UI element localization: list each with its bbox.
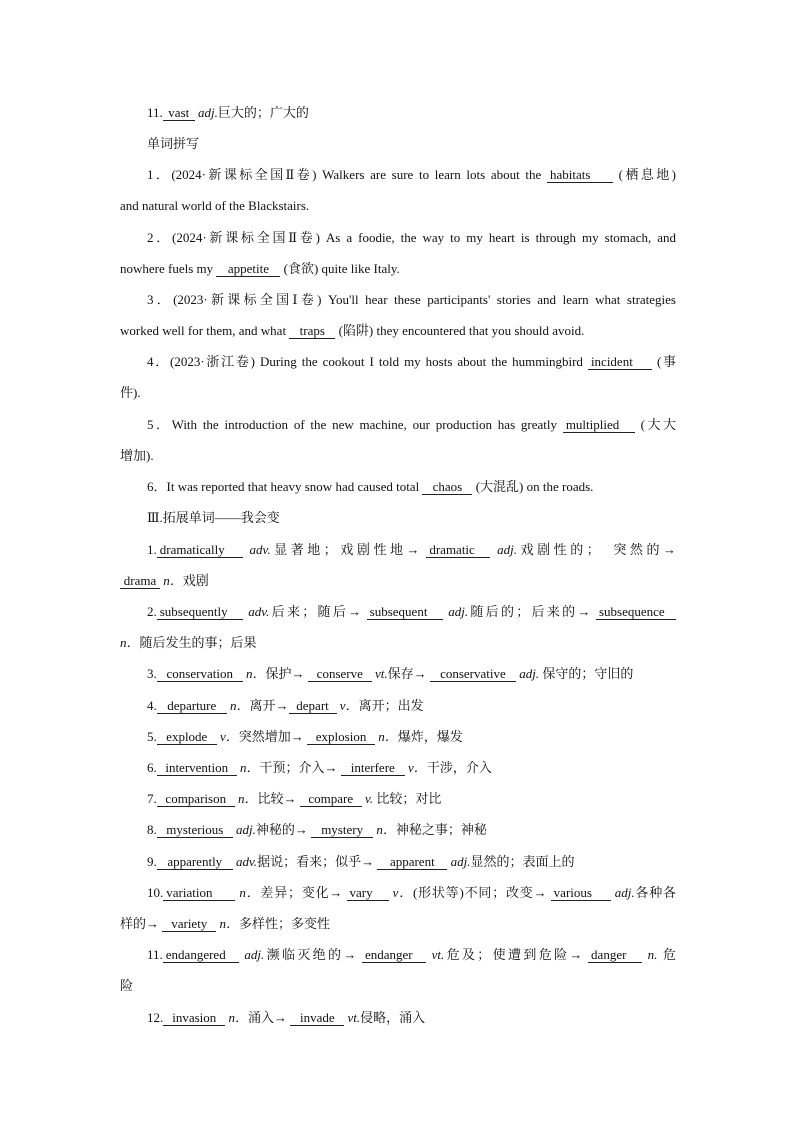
answer-blank: conserve xyxy=(308,667,372,682)
answer-blank: subsequent xyxy=(367,605,443,620)
answer-blank: explosion xyxy=(307,730,375,745)
expand-item-3: 3. conservation n．保护→ conserve vt.保存→ conservative adj. 保守的；守旧的 xyxy=(147,666,634,681)
spelling-item-4: 4．(2023·浙江卷) During the cookout I told my hosts about the hummingbird incident (事 xyxy=(147,354,677,369)
expand-item-12: 12. invasion n．涌入→ invade vt.侵略，涌入 xyxy=(147,1010,426,1025)
expand-item-11: 11. endangered adj.濒临灭绝的→ endanger vt.危及；使遭到危险→ danger n. 危 xyxy=(147,947,677,962)
answer-blank: dramatically xyxy=(157,543,243,558)
vocab-item-vast: 11. vast adj.巨大的；广大的 xyxy=(147,105,309,120)
answer-blank: compare xyxy=(300,792,362,807)
spelling-item-1-cont: and natural world of the Blackstairs. xyxy=(120,198,310,213)
expand-item-4: 4. departure n．离开→ depart v．离开；出发 xyxy=(147,698,424,713)
answer-blank: incident xyxy=(588,355,652,370)
answer-blank: subsequently xyxy=(157,605,243,620)
answer-blank: danger xyxy=(588,948,642,963)
expand-item-9: 9. apparently adv.据说；看来；似乎→ apparent adj.显然的；表面上的 xyxy=(147,854,575,869)
answer-blank: invasion xyxy=(163,1011,225,1026)
spelling-item-4-cont: 件). xyxy=(120,385,141,400)
section-heading-spelling: 单词拼写 xyxy=(147,136,200,151)
expand-item-5: 5. explode v．突然增加→ explosion n．爆炸，爆发 xyxy=(147,729,463,744)
expand-item-10-cont: 样的→ variety n．多样性；多变性 xyxy=(120,916,331,931)
answer-blank: vary xyxy=(347,886,389,901)
answer-blank: variety xyxy=(162,917,216,932)
answer-blank: departure xyxy=(157,699,227,714)
section-heading-expand: Ⅲ.拓展单词——我会变 xyxy=(147,510,280,525)
answer-blank: chaos xyxy=(422,480,472,495)
spelling-item-5-cont: 增加). xyxy=(120,448,154,463)
expand-item-1-cont: drama n．戏剧 xyxy=(120,573,676,589)
answer-blank: traps xyxy=(289,324,335,339)
answer-blank: depart xyxy=(289,699,337,714)
answer-blank: drama xyxy=(120,574,160,589)
expand-item-10: 10. variation n．差异；变化→ vary v．(形状等)不同；改变→ various adj.各种各 xyxy=(147,885,677,900)
spelling-item-2: 2．(2024·新课标全国Ⅱ卷) As a foodie, the way to my heart is through my stomach, and xyxy=(147,230,676,245)
spelling-item-3: 3．(2023·新课标全国Ⅰ卷) You'll hear these participants' stories and learn what strategies xyxy=(147,292,676,307)
spelling-item-2-cont: nowhere fuels my appetite (食欲) quite like Italy. xyxy=(120,261,400,276)
answer-blank: apparently xyxy=(157,855,233,870)
answer-blank: conservative xyxy=(430,667,516,682)
answer-blank: comparison xyxy=(157,792,235,807)
answer-blank: explode xyxy=(157,730,217,745)
answer-blank: interfere xyxy=(341,761,405,776)
answer-blank: mystery xyxy=(311,823,373,838)
answer-blank: subsequence xyxy=(596,605,676,620)
spelling-item-3-cont: worked well for them, and what traps (陷阱) they encountered that you should avoid. xyxy=(120,323,585,338)
answer-blank: various xyxy=(551,886,611,901)
answer-blank: mysterious xyxy=(157,823,233,838)
spelling-item-5: 5．With the introduction of the new machine, our production has greatly multiplied (大大 xyxy=(147,417,677,432)
answer-blank: endangered xyxy=(163,948,239,963)
expand-item-7: 7. comparison n．比较→ compare v. 比较；对比 xyxy=(147,791,442,806)
spelling-item-6: 6．It was reported that heavy snow had caused total chaos (大混乱) on the roads. xyxy=(147,479,594,494)
answer-blank: apparent xyxy=(377,855,447,870)
expand-item-11-cont: 险 xyxy=(120,978,134,993)
answer-blank: intervention xyxy=(157,761,237,776)
expand-item-2: 2. subsequently adv.后来；随后→ subsequent adj.随后的；后来的→ subsequence xyxy=(147,604,676,620)
expand-item-1: 1. dramatically adv.显著地；戏剧性地→ dramatic adj.戏剧性的； 突然的→ xyxy=(147,542,676,557)
answer-blank: multiplied xyxy=(563,418,635,433)
answer-blank: vast xyxy=(163,106,195,121)
expand-item-2-cont: n．随后发生的事；后果 xyxy=(120,635,257,650)
answer-blank: dramatic xyxy=(426,543,490,558)
answer-blank: variation xyxy=(163,886,235,901)
spelling-item-1: 1．(2024·新课标全国Ⅱ卷) Walkers are sure to learn lots about the habitats (栖息地) xyxy=(147,167,676,182)
answer-blank: habitats xyxy=(547,168,613,183)
answer-blank: conservation xyxy=(157,667,243,682)
answer-blank: appetite xyxy=(216,262,280,277)
answer-blank: endanger xyxy=(362,948,426,963)
expand-item-6: 6. intervention n．干预；介入→ interfere v．干涉，介入 xyxy=(147,760,492,775)
expand-item-8: 8. mysterious adj.神秘的→ mystery n．神秘之事；神秘 xyxy=(147,822,487,837)
answer-blank: invade xyxy=(290,1011,344,1026)
